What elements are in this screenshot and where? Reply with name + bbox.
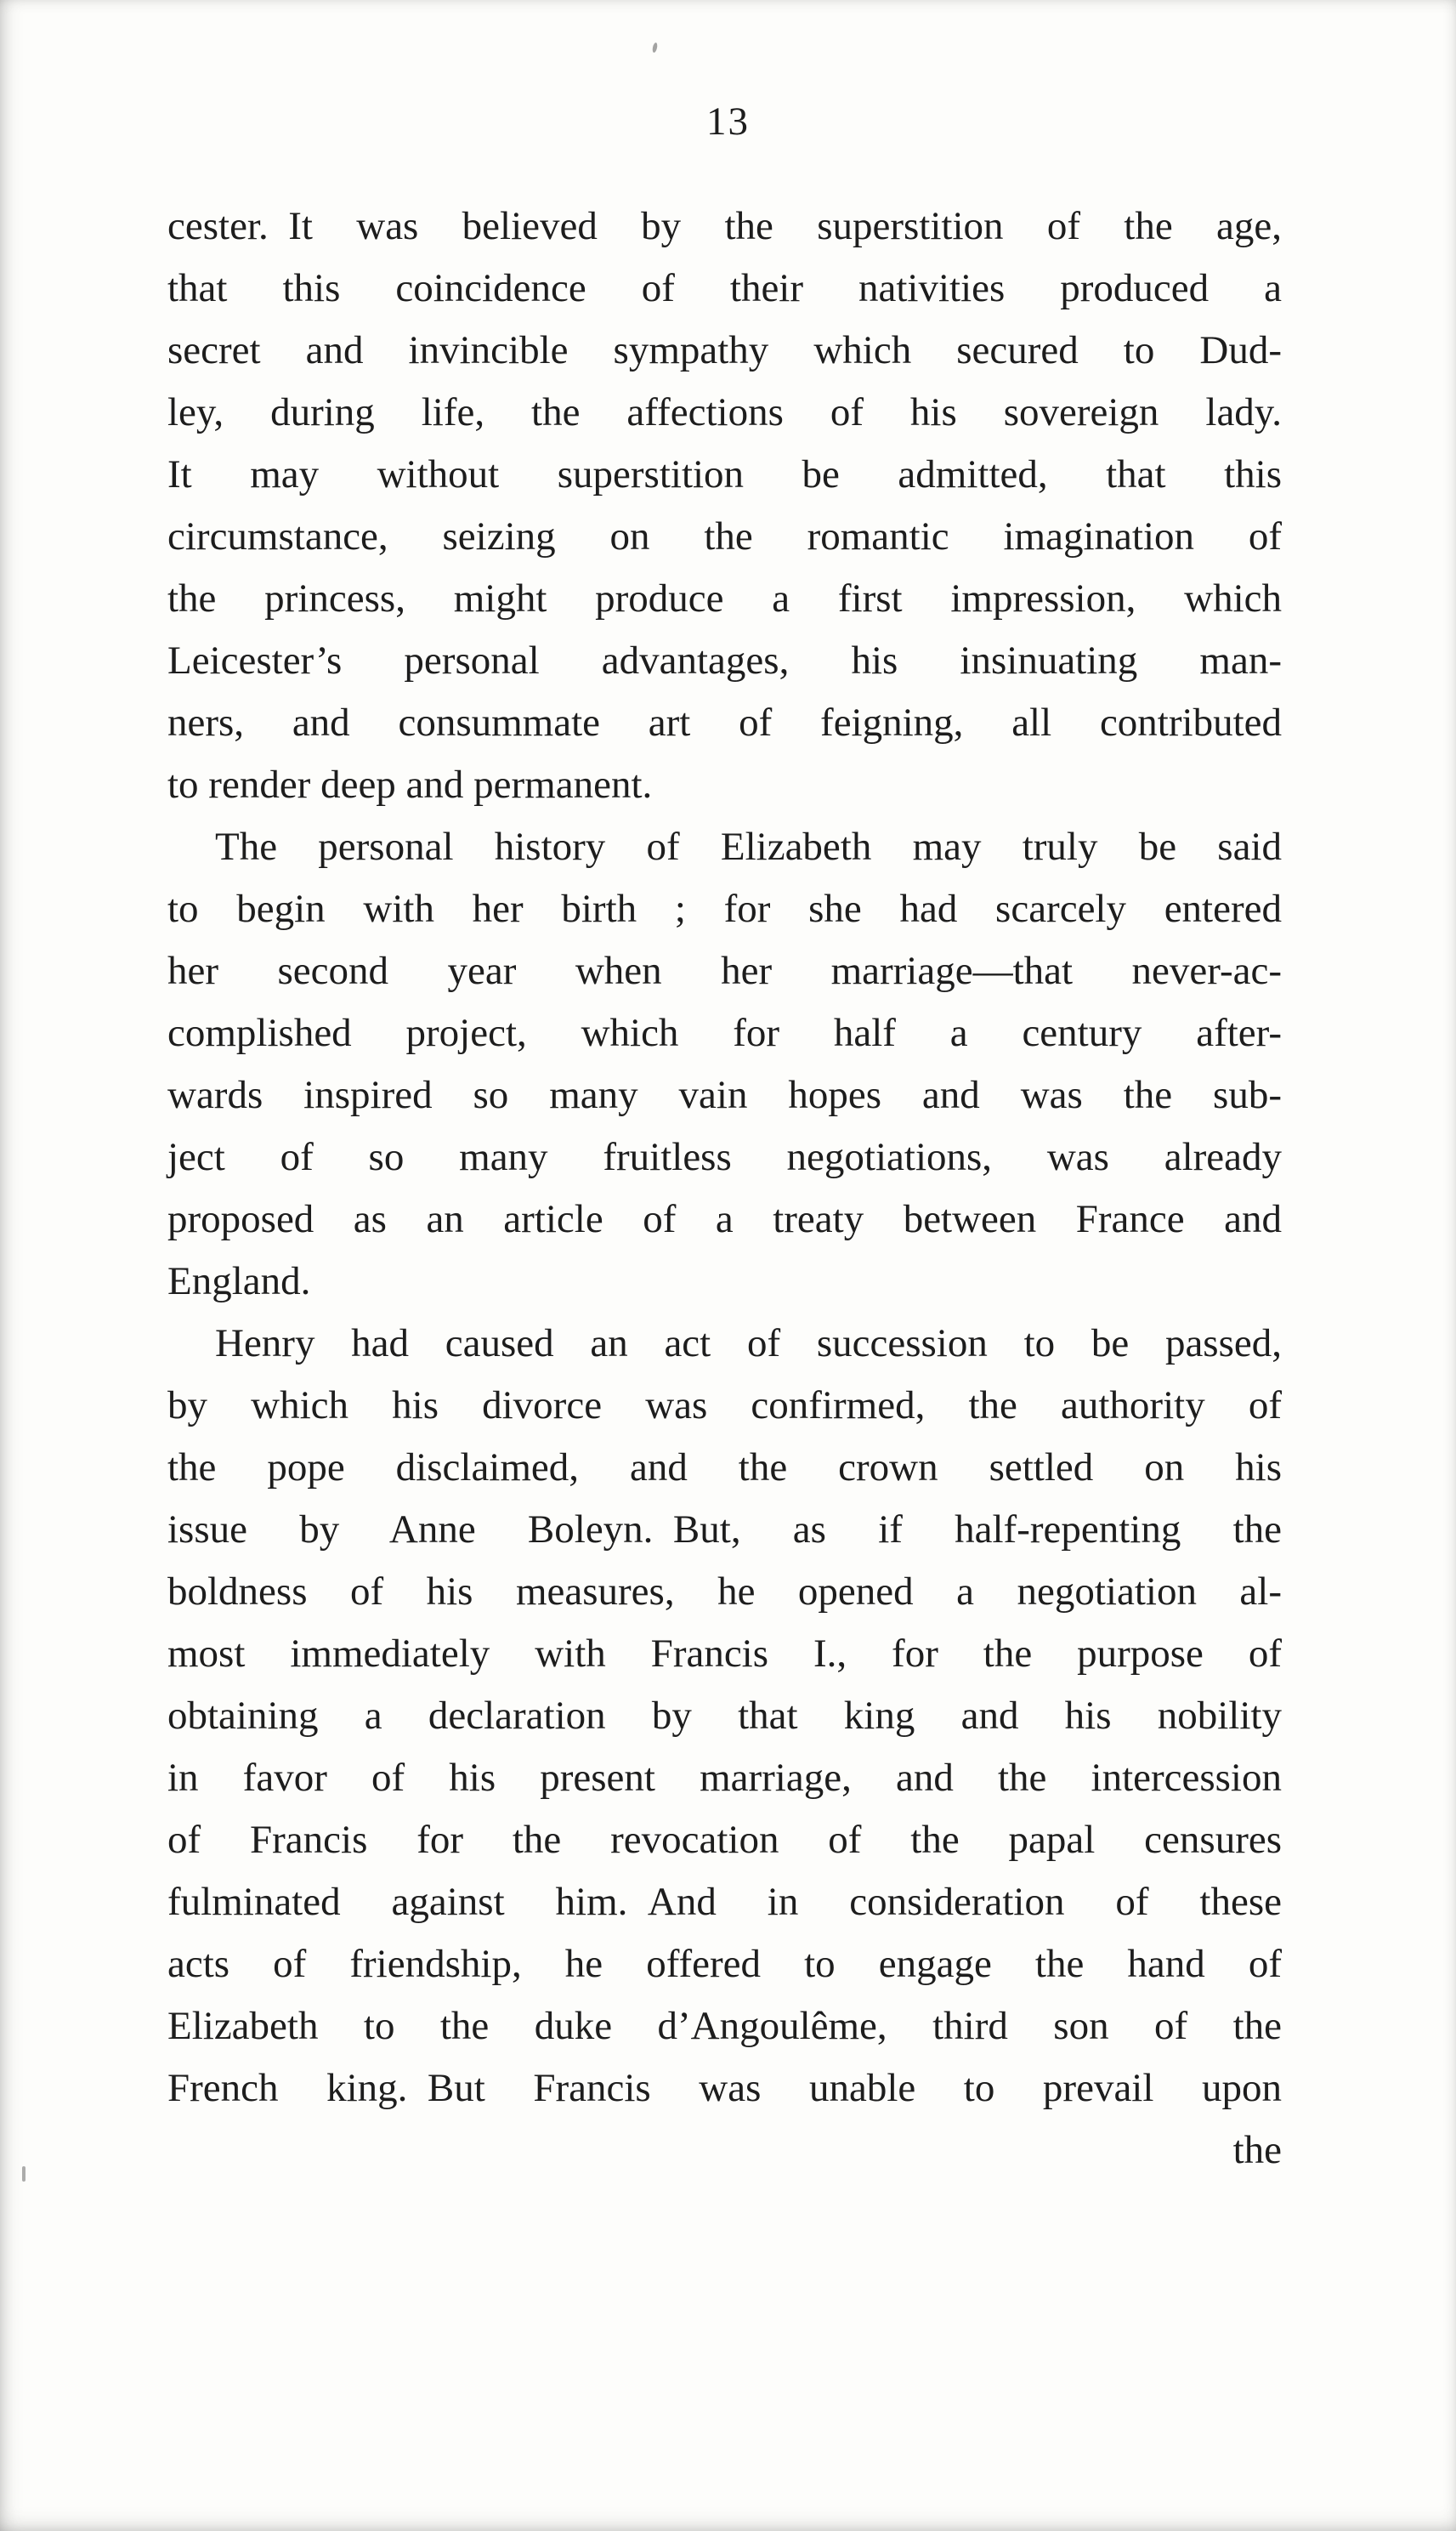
text-line: most immediately with Francis I., for the purpose of [167,1632,1282,1676]
text-line: secret and invincible sympathy which secured to Dud- [167,328,1282,372]
text-line: by which his divorce was confirmed, the authority of [167,1383,1282,1427]
text-line: to begin with her birth ; for she had scarcely entered [167,887,1282,931]
text-line: to render deep and permanent. [167,763,653,807]
text-line: wards inspired so many vain hopes and was the sub- [167,1073,1282,1117]
text-line: the pope disclaimed, and the crown settled on his [167,1445,1282,1490]
paragraph [167,1313,1282,2120]
text-line: fulminated against him. And in consideration of these [167,1880,1282,1924]
text-line: Leicester’s personal advantages, his insinuating man- [167,638,1282,683]
text-line: proposed as an article of a treaty between France and [167,1197,1282,1241]
text-line: ley, during life, the affections of his sovereign lady. [167,390,1282,434]
text-line: acts of friendship, he offered to engage the hand of [167,1942,1282,1986]
text-line: It may without superstition be admitted, that this [167,452,1282,497]
text-line: that this coincidence of their nativities produced a [167,266,1282,310]
text-line: of Francis for the revocation of the papal censures [167,1818,1282,1862]
text-line: the princess, might produce a first impression, which [167,576,1282,621]
text-line: Henry had caused an act of succession to be passed, [215,1321,1282,1365]
text-line: cester. It was believed by the superstition of the age, [167,204,1282,248]
paragraph [167,816,1282,1313]
text-line: ject of so many fruitless negotiations, was already [167,1135,1282,1179]
text-line: complished project, which for half a century after- [167,1011,1282,1055]
page-text [167,196,1282,2120]
text-line: French king. But Francis was unable to prevail upon [167,2066,1282,2110]
text-line: issue by Anne Boleyn. But, as if half-repenting the [167,1507,1282,1552]
text-line: her second year when her marriage—that never-ac- [167,949,1282,993]
page-number: 13 [706,99,750,144]
text-line: England. [167,1259,311,1303]
text-line: ners, and consummate art of feigning, all contributed [167,701,1282,745]
text-line: in favor of his present marriage, and the intercession [167,1756,1282,1800]
text-line: Elizabeth to the duke d’Angoulême, third son of the [167,2004,1282,2048]
text-line: boldness of his measures, he opened a negotiation al- [167,1569,1282,1614]
catchword: the [1232,2128,1282,2172]
paragraph [167,196,1282,816]
text-line: The personal history of Elizabeth may truly be said [215,825,1282,869]
text-line: obtaining a declaration by that king and his nobility [167,1694,1282,1738]
text-line: circumstance, seizing on the romantic imagination of [167,514,1282,559]
scan-speck [22,2166,25,2182]
